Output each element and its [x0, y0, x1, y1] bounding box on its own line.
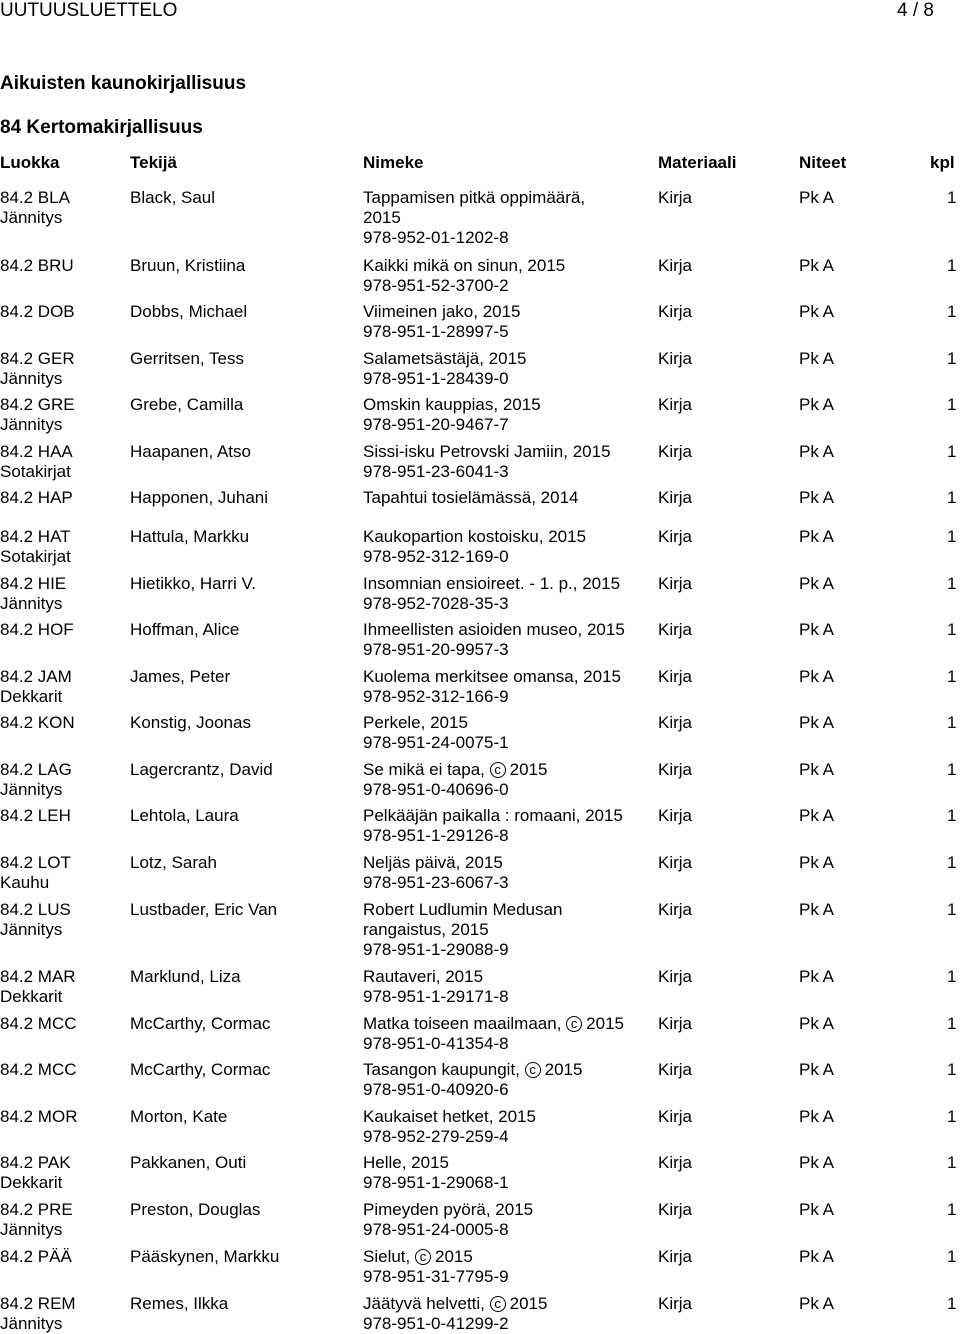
- author-cell: Preston, Douglas: [130, 1200, 261, 1219]
- column-header-kpl: kpl: [930, 153, 955, 172]
- column-header-niteet: Niteet: [799, 153, 847, 172]
- material-cell: Kirja: [658, 1014, 693, 1033]
- class-code: 84.2 JAM: [0, 667, 72, 686]
- title-line: rangaistus, 2015: [363, 920, 489, 939]
- quantity-cell: 1: [947, 1153, 957, 1172]
- material-cell: Kirja: [658, 1153, 693, 1172]
- author-cell: Haapanen, Atso: [130, 442, 251, 461]
- title-cell: [363, 1107, 653, 1147]
- quantity-cell: 1: [947, 527, 957, 546]
- material-cell: Kirja: [658, 349, 693, 368]
- quantity-cell: 1: [947, 256, 957, 275]
- column-header-luokka: Luokka: [0, 153, 60, 172]
- isbn: 978-951-0-41299-2: [363, 1314, 509, 1333]
- class-code: 84.2 PAK: [0, 1153, 71, 1172]
- author-cell: Hattula, Markku: [130, 527, 250, 546]
- material-cell: Kirja: [658, 1060, 693, 1079]
- material-cell: Kirja: [658, 527, 693, 546]
- class-code: 84.2 MAR: [0, 967, 76, 986]
- title-cell: [363, 900, 653, 960]
- material-cell: Kirja: [658, 1247, 693, 1266]
- location-cell: Pk A: [799, 760, 834, 779]
- title-cell: [363, 574, 653, 614]
- genre-label: Sotakirjat: [0, 462, 71, 481]
- isbn: 978-951-20-9467-7: [363, 415, 509, 434]
- material-cell: Kirja: [658, 967, 693, 986]
- title-cell: [363, 806, 653, 846]
- material-cell: Kirja: [658, 760, 693, 779]
- class-cell: [0, 527, 125, 567]
- copyright-icon: c: [415, 1249, 431, 1265]
- copyright-icon: c: [566, 1016, 582, 1032]
- location-cell: Pk A: [799, 667, 834, 686]
- material-cell: Kirja: [658, 442, 693, 461]
- title-cell: [363, 349, 653, 389]
- location-cell: Pk A: [799, 395, 834, 414]
- page-indicator: 4 / 8: [897, 0, 934, 21]
- title-line: Sissi-isku Petrovski Jamiin, 2015: [363, 442, 611, 461]
- isbn: 978-952-279-259-4: [363, 1127, 509, 1146]
- material-cell: Kirja: [658, 574, 693, 593]
- subsection-heading: 84 Kertomakirjallisuus: [0, 117, 203, 138]
- author-cell: Dobbs, Michael: [130, 302, 248, 321]
- class-code: 84.2 PÄÄ: [0, 1247, 72, 1266]
- location-cell: Pk A: [799, 967, 834, 986]
- genre-label: Kauhu: [0, 873, 50, 892]
- class-code: 84.2 GER: [0, 349, 75, 368]
- genre-label: Jännitys: [0, 780, 63, 799]
- title-line: Kaikki mikä on sinun, 2015: [363, 256, 566, 275]
- title-line: Neljäs päivä, 2015: [363, 853, 503, 872]
- material-cell: Kirja: [658, 1107, 693, 1126]
- author-cell: Gerritsen, Tess: [130, 349, 245, 368]
- column-header-nimeke: Nimeke: [363, 153, 424, 172]
- class-cell: [0, 349, 125, 389]
- title-line: Sielut, c 2015: [363, 1247, 473, 1266]
- material-cell: Kirja: [658, 256, 693, 275]
- title-line: Se mikä ei tapa, c 2015: [363, 760, 548, 779]
- quantity-cell: 1: [947, 574, 957, 593]
- material-cell: Kirja: [658, 302, 693, 321]
- location-cell: Pk A: [799, 302, 834, 321]
- isbn: 978-951-0-40696-0: [363, 780, 509, 799]
- quantity-cell: 1: [947, 1107, 957, 1126]
- class-cell: [0, 1014, 125, 1034]
- class-code: 84.2 HAT: [0, 527, 71, 546]
- title-cell: [363, 1200, 653, 1240]
- class-code: 84.2 DOB: [0, 302, 75, 321]
- author-cell: Black, Saul: [130, 188, 216, 207]
- location-cell: Pk A: [799, 349, 834, 368]
- genre-label: Jännitys: [0, 594, 63, 613]
- location-cell: Pk A: [799, 620, 834, 639]
- title-cell: [363, 442, 653, 482]
- copyright-icon: c: [490, 1296, 506, 1312]
- class-cell: [0, 395, 125, 435]
- title-cell: [363, 1153, 653, 1193]
- title-cell: [363, 967, 653, 1007]
- copyright-icon: c: [490, 762, 506, 778]
- title-line: Jäätyvä helvetti, c 2015: [363, 1294, 548, 1313]
- material-cell: Kirja: [658, 188, 693, 207]
- isbn: 978-951-1-29068-1: [363, 1173, 509, 1192]
- class-cell: [0, 853, 125, 893]
- class-code: 84.2 LUS: [0, 900, 71, 919]
- title-cell: [363, 256, 653, 296]
- title-cell: [363, 667, 653, 707]
- material-cell: Kirja: [658, 620, 693, 639]
- isbn: 978-951-24-0005-8: [363, 1220, 509, 1239]
- author-cell: Lehtola, Laura: [130, 806, 239, 825]
- author-cell: Pääskynen, Markku: [130, 1247, 280, 1266]
- title-line: 2015: [363, 208, 401, 227]
- isbn: 978-952-7028-35-3: [363, 594, 509, 613]
- class-cell: [0, 1200, 125, 1240]
- class-code: 84.2 BLA: [0, 188, 70, 207]
- location-cell: Pk A: [799, 1294, 834, 1313]
- title-line: Salametsästäjä, 2015: [363, 349, 527, 368]
- genre-label: Jännitys: [0, 1314, 63, 1333]
- quantity-cell: 1: [947, 1060, 957, 1079]
- title-cell: [363, 1060, 653, 1100]
- quantity-cell: 1: [947, 442, 957, 461]
- author-cell: Hietikko, Harri V.: [130, 574, 256, 593]
- quantity-cell: 1: [947, 713, 957, 732]
- title-cell: [363, 527, 653, 567]
- quantity-cell: 1: [947, 1294, 957, 1313]
- class-cell: [0, 1294, 125, 1334]
- location-cell: Pk A: [799, 853, 834, 872]
- quantity-cell: 1: [947, 488, 957, 507]
- title-line: Perkele, 2015: [363, 713, 468, 732]
- class-code: 84.2 HIE: [0, 574, 67, 593]
- location-cell: Pk A: [799, 188, 834, 207]
- section-heading: Aikuisten kaunokirjallisuus: [0, 73, 247, 94]
- location-cell: Pk A: [799, 806, 834, 825]
- class-cell: [0, 900, 125, 940]
- title-line: Pelkääjän paikalla : romaani, 2015: [363, 806, 623, 825]
- title-cell: [363, 1247, 653, 1287]
- genre-label: Dekkarit: [0, 687, 63, 706]
- location-cell: Pk A: [799, 442, 834, 461]
- quantity-cell: 1: [947, 620, 957, 639]
- isbn: 978-951-23-6067-3: [363, 873, 509, 892]
- genre-label: Jännitys: [0, 1220, 63, 1239]
- title-cell: [363, 853, 653, 893]
- genre-label: Jännitys: [0, 920, 63, 939]
- class-code: 84.2 LEH: [0, 806, 71, 825]
- isbn: 978-952-312-166-9: [363, 687, 509, 706]
- column-header-materiaali: Materiaali: [658, 153, 737, 172]
- location-cell: Pk A: [799, 1247, 834, 1266]
- author-cell: Lagercrantz, David: [130, 760, 273, 779]
- document-title: UUTUUSLUETTELO: [0, 0, 178, 21]
- column-header-tekija: Tekijä: [130, 153, 177, 172]
- title-line: Omskin kauppias, 2015: [363, 395, 541, 414]
- class-cell: [0, 806, 125, 826]
- class-code: 84.2 MCC: [0, 1014, 77, 1033]
- genre-label: Jännitys: [0, 208, 63, 227]
- title-line: Kuolema merkitsee omansa, 2015: [363, 667, 621, 686]
- quantity-cell: 1: [947, 806, 957, 825]
- author-cell: Remes, Ilkka: [130, 1294, 229, 1313]
- location-cell: Pk A: [799, 574, 834, 593]
- title-line: Insomnian ensioireet. - 1. p., 2015: [363, 574, 621, 593]
- genre-label: Jännitys: [0, 369, 63, 388]
- class-cell: [0, 1247, 125, 1267]
- location-cell: Pk A: [799, 713, 834, 732]
- class-cell: [0, 488, 125, 508]
- copyright-icon: c: [525, 1062, 541, 1078]
- author-cell: Bruun, Kristiina: [130, 256, 246, 275]
- title-cell: [363, 713, 653, 753]
- title-cell: [363, 302, 653, 342]
- class-cell: [0, 1107, 125, 1127]
- class-cell: [0, 1060, 125, 1080]
- title-cell: [363, 488, 653, 508]
- title-line: Ihmeellisten asioiden museo, 2015: [363, 620, 625, 639]
- quantity-cell: 1: [947, 302, 957, 321]
- title-line: Robert Ludlumin Medusan: [363, 900, 563, 919]
- title-cell: [363, 188, 653, 248]
- class-code: 84.2 BRU: [0, 256, 74, 275]
- title-line: Tapahtui tosielämässä, 2014: [363, 488, 579, 507]
- class-cell: [0, 1153, 125, 1193]
- title-line: Pimeyden pyörä, 2015: [363, 1200, 534, 1219]
- class-cell: [0, 667, 125, 707]
- title-cell: [363, 760, 653, 800]
- quantity-cell: 1: [947, 188, 957, 207]
- class-cell: [0, 760, 125, 800]
- quantity-cell: 1: [947, 667, 957, 686]
- author-cell: Lotz, Sarah: [130, 853, 217, 872]
- material-cell: Kirja: [658, 488, 693, 507]
- class-cell: [0, 442, 125, 482]
- material-cell: Kirja: [658, 395, 693, 414]
- genre-label: Dekkarit: [0, 987, 63, 1006]
- title-cell: [363, 1294, 653, 1334]
- quantity-cell: 1: [947, 395, 957, 414]
- class-cell: [0, 967, 125, 1007]
- genre-label: Sotakirjat: [0, 547, 71, 566]
- material-cell: Kirja: [658, 1294, 693, 1313]
- location-cell: Pk A: [799, 488, 834, 507]
- quantity-cell: 1: [947, 1247, 957, 1266]
- quantity-cell: 1: [947, 1014, 957, 1033]
- isbn: 978-951-1-28997-5: [363, 322, 509, 341]
- material-cell: Kirja: [658, 900, 693, 919]
- title-line: Tasangon kaupungit, c 2015: [363, 1060, 583, 1079]
- material-cell: Kirja: [658, 667, 693, 686]
- title-line: Tappamisen pitkä oppimäärä,: [363, 188, 586, 207]
- class-code: 84.2 PRE: [0, 1200, 73, 1219]
- title-line: Viimeinen jako, 2015: [363, 302, 521, 321]
- author-cell: Marklund, Liza: [130, 967, 241, 986]
- material-cell: Kirja: [658, 713, 693, 732]
- title-line: Kaukaiset hetket, 2015: [363, 1107, 536, 1126]
- title-cell: [363, 1014, 653, 1054]
- author-cell: Grebe, Camilla: [130, 395, 244, 414]
- class-code: 84.2 LAG: [0, 760, 72, 779]
- author-cell: Morton, Kate: [130, 1107, 228, 1126]
- isbn: 978-951-0-41354-8: [363, 1034, 509, 1053]
- material-cell: Kirja: [658, 1200, 693, 1219]
- class-code: 84.2 HAA: [0, 442, 73, 461]
- title-cell: [363, 620, 653, 660]
- title-line: Rautaveri, 2015: [363, 967, 484, 986]
- location-cell: Pk A: [799, 1107, 834, 1126]
- title-line: Matka toiseen maailmaan, c 2015: [363, 1014, 624, 1033]
- class-code: 84.2 GRE: [0, 395, 75, 414]
- author-cell: Hoffman, Alice: [130, 620, 240, 639]
- isbn: 978-951-31-7795-9: [363, 1267, 509, 1286]
- title-line: Kaukopartion kostoisku, 2015: [363, 527, 587, 546]
- material-cell: Kirja: [658, 853, 693, 872]
- genre-label: Jännitys: [0, 415, 63, 434]
- class-code: 84.2 MCC: [0, 1060, 77, 1079]
- location-cell: Pk A: [799, 900, 834, 919]
- isbn: 978-951-1-29126-8: [363, 826, 509, 845]
- class-cell: [0, 188, 125, 228]
- class-cell: [0, 574, 125, 614]
- location-cell: Pk A: [799, 1014, 834, 1033]
- title-line: Helle, 2015: [363, 1153, 450, 1172]
- quantity-cell: 1: [947, 1200, 957, 1219]
- location-cell: Pk A: [799, 1060, 834, 1079]
- quantity-cell: 1: [947, 760, 957, 779]
- class-cell: [0, 256, 125, 276]
- quantity-cell: 1: [947, 967, 957, 986]
- isbn: 978-951-20-9957-3: [363, 640, 509, 659]
- genre-label: Dekkarit: [0, 1173, 63, 1192]
- isbn: 978-951-23-6041-3: [363, 462, 509, 481]
- isbn: 978-951-1-29088-9: [363, 940, 509, 959]
- location-cell: Pk A: [799, 1200, 834, 1219]
- author-cell: James, Peter: [130, 667, 231, 686]
- author-cell: Happonen, Juhani: [130, 488, 269, 507]
- class-code: 84.2 REM: [0, 1294, 76, 1313]
- class-code: 84.2 KON: [0, 713, 75, 732]
- isbn: 978-951-0-40920-6: [363, 1080, 509, 1099]
- quantity-cell: 1: [947, 900, 957, 919]
- class-code: 84.2 HAP: [0, 488, 73, 507]
- author-cell: Konstig, Joonas: [130, 713, 251, 732]
- quantity-cell: 1: [947, 349, 957, 368]
- isbn: 978-951-1-29171-8: [363, 987, 509, 1006]
- author-cell: Lustbader, Eric Van: [130, 900, 278, 919]
- isbn: 978-951-52-3700-2: [363, 276, 509, 295]
- quantity-cell: 1: [947, 853, 957, 872]
- isbn: 978-951-1-28439-0: [363, 369, 509, 388]
- author-cell: McCarthy, Cormac: [130, 1014, 271, 1033]
- location-cell: Pk A: [799, 256, 834, 275]
- location-cell: Pk A: [799, 527, 834, 546]
- material-cell: Kirja: [658, 806, 693, 825]
- title-cell: [363, 395, 653, 435]
- class-cell: [0, 620, 125, 640]
- isbn: 978-952-312-169-0: [363, 547, 509, 566]
- class-cell: [0, 713, 125, 733]
- class-cell: [0, 302, 125, 322]
- isbn: 978-951-24-0075-1: [363, 733, 509, 752]
- isbn: 978-952-01-1202-8: [363, 228, 509, 247]
- author-cell: Pakkanen, Outi: [130, 1153, 247, 1172]
- author-cell: McCarthy, Cormac: [130, 1060, 271, 1079]
- class-code: 84.2 MOR: [0, 1107, 78, 1126]
- class-code: 84.2 LOT: [0, 853, 71, 872]
- class-code: 84.2 HOF: [0, 620, 74, 639]
- location-cell: Pk A: [799, 1153, 834, 1172]
